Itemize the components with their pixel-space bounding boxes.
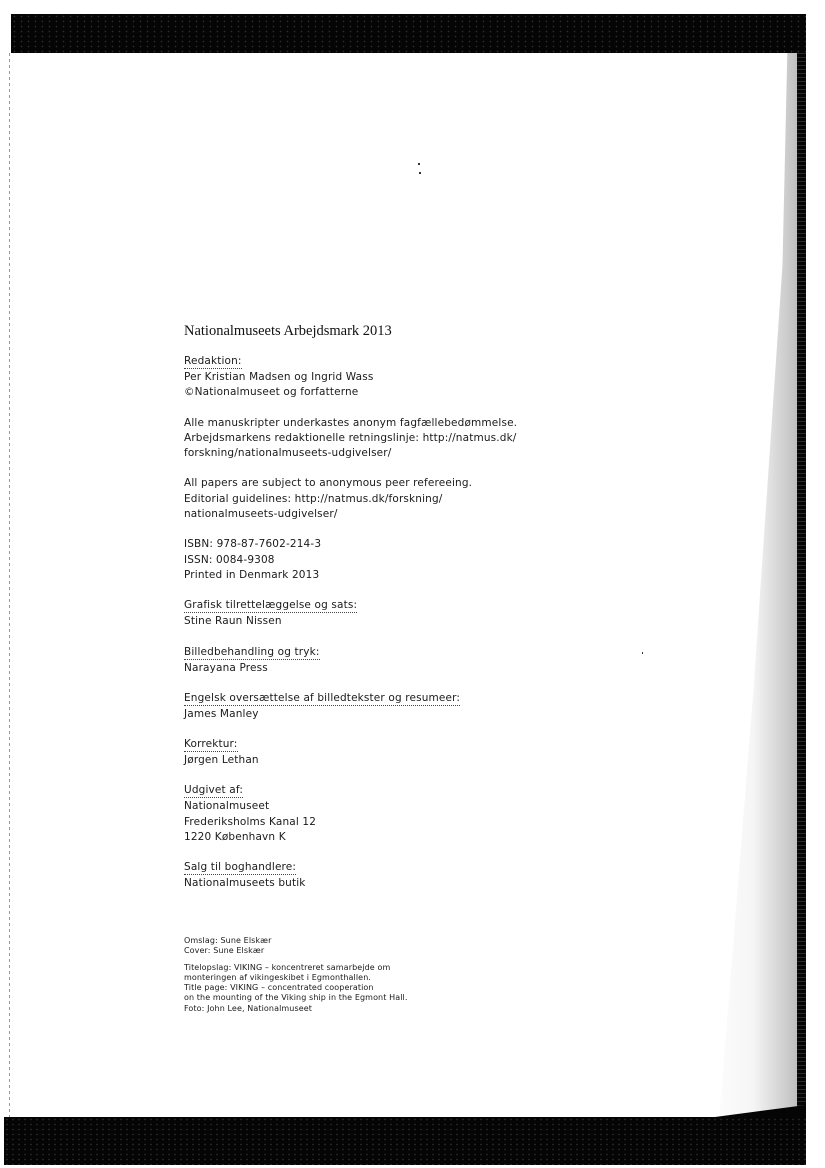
- publication-title: Nationalmuseets Arbejdsmark 2013: [184, 323, 392, 339]
- section-line: Editorial guidelines: http://natmus.dk/forskning/: [184, 492, 443, 505]
- credit-line: on the mounting of the Viking ship in the Egmont Hall.: [184, 993, 408, 1003]
- credit-line: Foto: John Lee, Nationalmuseet: [184, 1003, 313, 1013]
- scan-border-top: [11, 14, 806, 53]
- section-heading: Grafisk tilrettelæggelse og sats:: [184, 599, 358, 612]
- section-printing: [184, 645, 588, 676]
- scan-speck: [642, 652, 643, 654]
- printed-in: Printed in Denmark 2013: [184, 568, 320, 581]
- credit-line: Titelopslag: VIKING – koncentreret samarbejde om: [184, 962, 391, 972]
- section-line: Alle manuskripter underkastes anonym fagfællebedømmelse.: [184, 416, 518, 429]
- section-line: ©Nationalmuseet og forfatterne: [184, 386, 359, 399]
- section-heading: Udgivet af:: [184, 784, 244, 797]
- section-heading: Engelsk oversættelse af billedtekster og resumeer:: [184, 691, 461, 704]
- section-heading: Korrektur:: [184, 738, 238, 751]
- section-peer-review-da: [184, 416, 588, 462]
- credit-line: Title page: VIKING – concentrated cooperation: [184, 983, 374, 993]
- section-line: Nationalmuseets butik: [184, 877, 306, 890]
- scan-shadow-right: [700, 53, 797, 1117]
- credit-line: Cover: Sune Elskær: [184, 946, 265, 956]
- section-identifiers: [184, 537, 588, 583]
- section-peer-review-en: [184, 476, 588, 522]
- section-heading: Billedbehandling og tryk:: [184, 645, 320, 658]
- scan-speck: [419, 172, 421, 174]
- section-line: Narayana Press: [184, 661, 268, 674]
- section-line: Arbejdsmarkens redaktionelle retningslinje: http://natmus.dk/: [184, 431, 517, 444]
- scan-border-bottom: [4, 1117, 806, 1165]
- isbn: ISBN: 978-87-7602-214-3: [184, 538, 322, 551]
- credit-line: Omslag: Sune Elskær: [184, 936, 272, 945]
- colophon: [168, 322, 588, 907]
- scan-border-right: [797, 53, 806, 1165]
- section-line: Nationalmuseet: [184, 800, 270, 813]
- issn: ISSN: 0084-9308: [184, 553, 275, 566]
- scan-speck: [418, 163, 420, 165]
- section-line: 1220 København K: [184, 831, 286, 844]
- section-line: forskning/nationalmuseets-udgivelser/: [184, 447, 392, 460]
- section-heading: Salg til boghandlere:: [184, 861, 297, 874]
- section-line: Jørgen Lethan: [184, 754, 259, 767]
- scan-edge-left: [9, 53, 10, 1117]
- image-credits: [184, 936, 408, 1020]
- cover-credits: [184, 936, 408, 957]
- section-design: [184, 598, 588, 629]
- credit-line: monteringen af vikingeskibet i Egmonthallen.: [184, 972, 372, 982]
- section-editors: [184, 354, 588, 401]
- section-publisher: [184, 783, 588, 845]
- title-page-credits: [184, 963, 408, 1014]
- section-proofreading: [184, 737, 588, 768]
- section-line: nationalmuseets-udgivelser/: [184, 508, 338, 521]
- section-line: Frederiksholms Kanal 12: [184, 815, 317, 828]
- section-translation: [184, 691, 588, 722]
- section-line: James Manley: [184, 707, 259, 720]
- section-line: Per Kristian Madsen og Ingrid Wass: [184, 371, 374, 383]
- section-line: All papers are subject to anonymous peer refereeing.: [184, 477, 473, 490]
- section-line: Stine Raun Nissen: [184, 615, 282, 628]
- section-sales: [184, 860, 588, 891]
- section-heading: Redaktion:: [184, 355, 242, 367]
